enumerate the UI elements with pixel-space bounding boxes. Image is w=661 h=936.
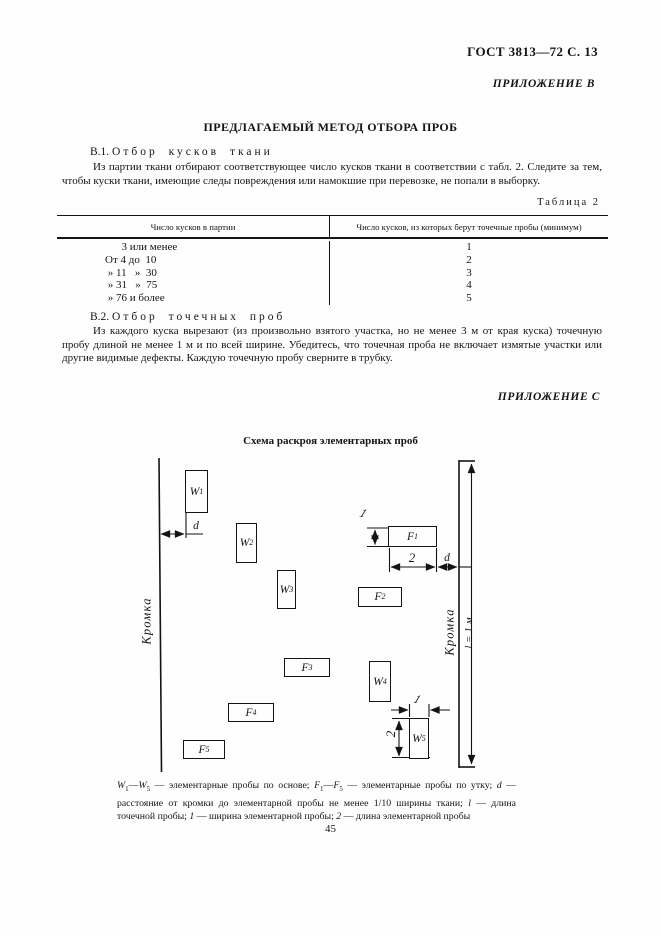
caption-segment: W <box>138 780 147 791</box>
cutting-scheme-diagram <box>0 450 661 785</box>
sample-w3-label: W <box>279 583 290 596</box>
appendix-c-label: ПРИЛОЖЕНИЕ С <box>497 391 600 403</box>
sample-f1: F 1 <box>388 526 437 547</box>
pieces-in-lot-cell: От 4 до 10 <box>57 254 330 267</box>
pieces-sampled-cell: 3 <box>466 266 472 279</box>
dim-d-right: d <box>444 552 450 564</box>
dim-d-left: d <box>193 520 199 532</box>
section-b2-number: В.2. <box>90 311 110 323</box>
section-b1-number: В.1. <box>90 146 110 158</box>
pieces-sampled-cell: 4 <box>466 279 472 292</box>
table-2 <box>57 215 608 305</box>
caption-segment: — элементарные пробы по основе; <box>150 780 315 791</box>
sample-w2: W 2 <box>236 523 257 563</box>
caption-segment: W <box>117 780 126 791</box>
sample-f3: F 3 <box>284 658 330 677</box>
sample-w4-label: W <box>373 675 383 688</box>
table-row <box>57 267 608 280</box>
caption-segment: 2 <box>336 811 342 823</box>
pieces-in-lot-cell: » 31 » 75 <box>57 279 330 292</box>
sample-f5-label: F <box>198 743 206 756</box>
pieces-in-lot-cell: » 76 и более <box>57 292 330 305</box>
table-body <box>57 239 608 305</box>
sample-f2: F 2 <box>358 587 402 607</box>
pieces-sampled-cell: 2 <box>466 253 472 266</box>
caption-segment: 1 <box>125 784 129 793</box>
caption-segment: — длина точечной пробы; <box>117 797 516 823</box>
dim-2-f1: 2 <box>408 550 416 565</box>
caption-segment: F <box>314 780 321 791</box>
dim-1-f1: 1 <box>357 508 369 520</box>
caption-segment: — расстояние от кромки до элементарной пробы не менее 1/10 ширины ткани; <box>117 780 517 809</box>
caption-segment: l <box>468 797 471 809</box>
table-row <box>57 254 608 267</box>
sample-w2-label: W <box>239 537 250 549</box>
sample-w1-label: W <box>189 485 200 498</box>
caption-segment: — ширина элементарной пробы; <box>194 811 337 823</box>
sample-w4: W 4 <box>369 661 391 702</box>
section-b1-paragraph: Из партии ткани отбирают соответствующее число кусков ткани в соответствии с табл. 2. Следите за тем, чтобы куски ткани, имеющие следы повреждения или намокшие при перевозке, не попали в выборку. <box>62 161 602 187</box>
pieces-in-lot-cell: 3 или менее <box>57 241 330 254</box>
selvage-label-left: Кромка <box>139 597 154 645</box>
dim-length-1m: l = 1 м <box>463 617 475 649</box>
sample-f4-label: F <box>245 706 253 719</box>
caption-segment: — элементарные пробы по утку; <box>342 780 497 791</box>
caption-segment: — <box>323 780 334 791</box>
sample-f4: F 4 <box>228 703 274 722</box>
pieces-in-lot-cell: » 11 » 30 <box>57 267 330 280</box>
sample-w5: W 5 <box>409 718 429 759</box>
caption-segment: — <box>128 780 139 791</box>
sample-f3-label: F <box>301 661 309 674</box>
sample-w5-label: W <box>412 732 422 745</box>
caption-segment: 1 <box>320 784 324 793</box>
sample-f2-label: F <box>374 591 382 603</box>
diagram-title: Схема раскроя элементарных проб <box>243 435 418 447</box>
caption-segment: 5 <box>146 784 151 793</box>
standard-number: ГОСТ 3813—72 С. 13 <box>467 44 598 59</box>
table-row <box>57 279 608 292</box>
caption-segment: 1 <box>189 811 195 823</box>
selvage-label-right: Кромка <box>442 608 457 656</box>
sample-f1-label: F <box>406 530 415 543</box>
table-row <box>57 292 608 305</box>
table-row <box>57 239 608 254</box>
sample-w3: W 3 <box>277 570 296 609</box>
section-b1-heading <box>90 146 273 158</box>
appendix-b-label: ПРИЛОЖЕНИЕ В <box>492 78 595 90</box>
dim-1-w5: 1 <box>411 694 423 706</box>
table-header-row <box>57 216 608 239</box>
pieces-sampled-cell: 1 <box>466 241 472 253</box>
section-b2-heading <box>90 311 285 323</box>
dim-2-w5: 2 <box>383 730 398 738</box>
diagram-caption <box>117 779 516 824</box>
pieces-sampled-cell: 5 <box>466 292 472 305</box>
sample-f5: F 5 <box>183 740 225 759</box>
table-header-col1: Число кусков в партии <box>57 216 330 237</box>
section-b2-title: Отбор точечных проб <box>112 311 286 323</box>
page-number: 45 <box>325 823 336 835</box>
sample-w1: W 1 <box>185 470 208 513</box>
document-title: ПРЕДЛАГАЕМЫЙ МЕТОД ОТБОРА ПРОБ <box>203 120 458 134</box>
caption-segment: — длина элементарной пробы <box>341 811 471 823</box>
caption-segment: F <box>333 780 340 791</box>
caption-segment: d <box>496 780 502 791</box>
section-b1-title: Отбор кусков ткани <box>112 146 273 158</box>
section-b2-paragraph: Из каждого куска вырезают (из произвольно взятого участка, но не менее 3 м от края куска) точечную пробу длиной не менее 1 м и по всей ширине. Убедитесь, что точечная проба не включает измятые участки или другие видимые дефекты. Каждую точечную пробу сверните в трубку. <box>62 325 602 365</box>
caption-segment: 5 <box>339 784 343 793</box>
table-header-col2: Число кусков, из которых берут точечные пробы (минимум) <box>356 222 582 232</box>
table-label: Таблица 2 <box>537 197 600 208</box>
